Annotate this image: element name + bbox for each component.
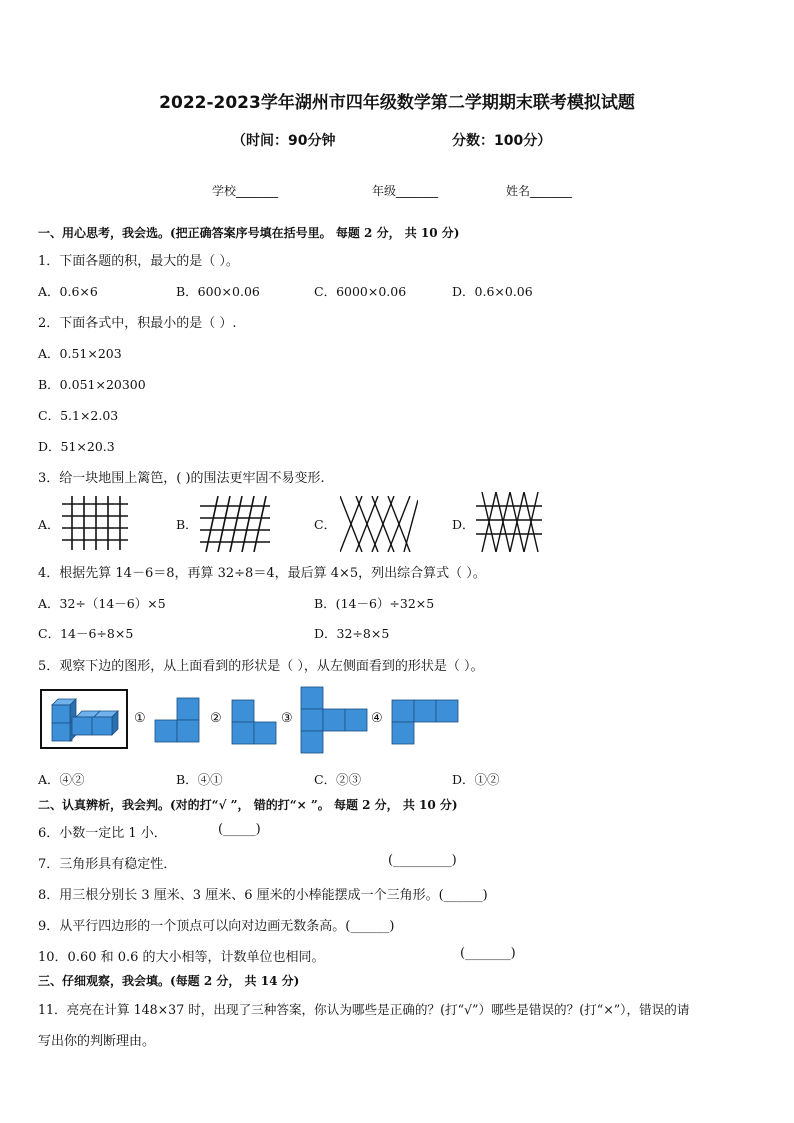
grade-field[interactable] — [372, 182, 438, 199]
q7-text: 7．三角形具有稳定性． — [38, 857, 177, 872]
view-label-3: ③ — [281, 711, 293, 726]
fence-slanted-grid-figure — [200, 496, 270, 552]
fence-diagonal-cross-figure — [340, 496, 418, 552]
section2-heading: 二、认真辨析，我会判。(对的打“√ ”， 错的打“× ”。 每题 2 分， 共 10 分) — [38, 798, 458, 812]
q5-text: 5．观察下边的图形，从上面看到的形状是（ ），从左侧面看到的形状是（ ）。 — [38, 659, 484, 674]
q4-text: 4．根据先算 14－6＝8，再算 32÷8＝4，最后算 4×5，列出综合算式（ ）。 — [38, 566, 486, 581]
exam-time: （时间：90分钟 — [232, 133, 336, 149]
grade-underline: _______ — [396, 184, 439, 198]
q4-option-b[interactable]: B．(14－6）÷32×5 — [314, 596, 435, 611]
q3-option-b[interactable]: B． — [176, 517, 198, 532]
fence-diagonal-horizontal-figure — [476, 492, 542, 552]
q2-option-b[interactable]: B．0.051×20300 — [38, 377, 146, 392]
grade-label: 年级 — [372, 184, 397, 198]
q3-option-d[interactable]: D． — [452, 517, 475, 532]
exam-score: 分数：100分） — [452, 133, 552, 149]
q4-option-d[interactable]: D．32÷8×5 — [314, 626, 390, 641]
q2-text: 2．下面各式中，积最小的是（ ）. — [38, 316, 237, 331]
q10-text: 10．0.60 和 0.6 的大小相等，计数单位也相同。 — [38, 950, 325, 965]
q2-option-d[interactable]: D．51×20.3 — [38, 439, 115, 454]
q6-answer-blank[interactable]: (_____) — [218, 822, 261, 837]
school-label: 学校 — [212, 184, 237, 198]
q8-text: 8．用三根分别长 3 厘米、3 厘米、6 厘米的小棒能摆成一个三角形。(______) — [38, 888, 488, 903]
q1-option-d[interactable]: D．0.6×0.06 — [452, 284, 533, 299]
q4-option-a[interactable]: A．32÷（14－6）×5 — [38, 596, 166, 611]
q3-option-a[interactable]: A． — [38, 517, 60, 532]
q10-answer-blank[interactable]: (_______) — [460, 946, 516, 961]
q5-option-c[interactable]: C．②③ — [314, 772, 362, 787]
q5-option-b[interactable]: B．④① — [176, 772, 223, 787]
q1-text: 1．下面各题的积，最大的是（ ）。 — [38, 254, 239, 269]
section1-heading: 一、用心思考，我会选。(把正确答案序号填在括号里。 每题 2 分， 共 10 分) — [38, 226, 460, 240]
q5-option-a[interactable]: A．④② — [38, 772, 85, 787]
q3-text: 3．给一块地围上篱笆，( )的围法更牢固不易变形. — [38, 471, 325, 486]
cube-arrangement-figure — [40, 689, 128, 749]
q1-option-a[interactable]: A．0.6×6 — [38, 284, 98, 299]
school-field[interactable] — [212, 182, 278, 199]
q1-option-c[interactable]: C．6000×0.06 — [314, 284, 407, 299]
name-field[interactable] — [506, 182, 572, 199]
name-label: 姓名 — [506, 184, 531, 198]
view-label-2: ② — [210, 711, 222, 726]
school-underline: _______ — [236, 184, 279, 198]
q7-answer-blank[interactable]: (_________) — [388, 853, 457, 868]
page-title: 2022-2023学年湖州市四年级数学第二学期期末联考模拟试题 — [159, 93, 635, 113]
q9-text: 9．从平行四边形的一个顶点可以向对边画无数条高。(______) — [38, 919, 395, 934]
q11-text-line1: 11．亮亮在计算 148×37 时，出现了三种答案，你认为哪些是正确的？(打“√”）哪些是错误的？(打“×”），错误的请 — [38, 1002, 690, 1017]
name-underline: _______ — [530, 184, 573, 198]
q2-option-a[interactable]: A．0.51×203 — [38, 346, 122, 361]
q6-text: 6．小数一定比 1 小． — [38, 826, 167, 841]
view-option-4-figure — [390, 699, 462, 747]
q4-option-c[interactable]: C．14－6÷8×5 — [38, 626, 134, 641]
view-label-4: ④ — [371, 711, 383, 726]
q3-option-c[interactable]: C． — [314, 517, 337, 532]
view-label-1: ① — [134, 711, 146, 726]
fence-square-grid-figure — [62, 496, 128, 550]
q5-option-d[interactable]: D．①② — [452, 772, 500, 787]
q11-text-line2: 写出你的判断理由。 — [38, 1034, 156, 1049]
view-option-1-figure — [153, 697, 201, 745]
section3-heading: 三、仔细观察，我会填。(每题 2 分， 共 14 分) — [38, 974, 300, 988]
view-option-2-figure — [230, 699, 278, 747]
q2-option-c[interactable]: C．5.1×2.03 — [38, 408, 119, 423]
q1-option-b[interactable]: B．600×0.06 — [176, 284, 260, 299]
view-option-3-figure — [300, 686, 370, 754]
